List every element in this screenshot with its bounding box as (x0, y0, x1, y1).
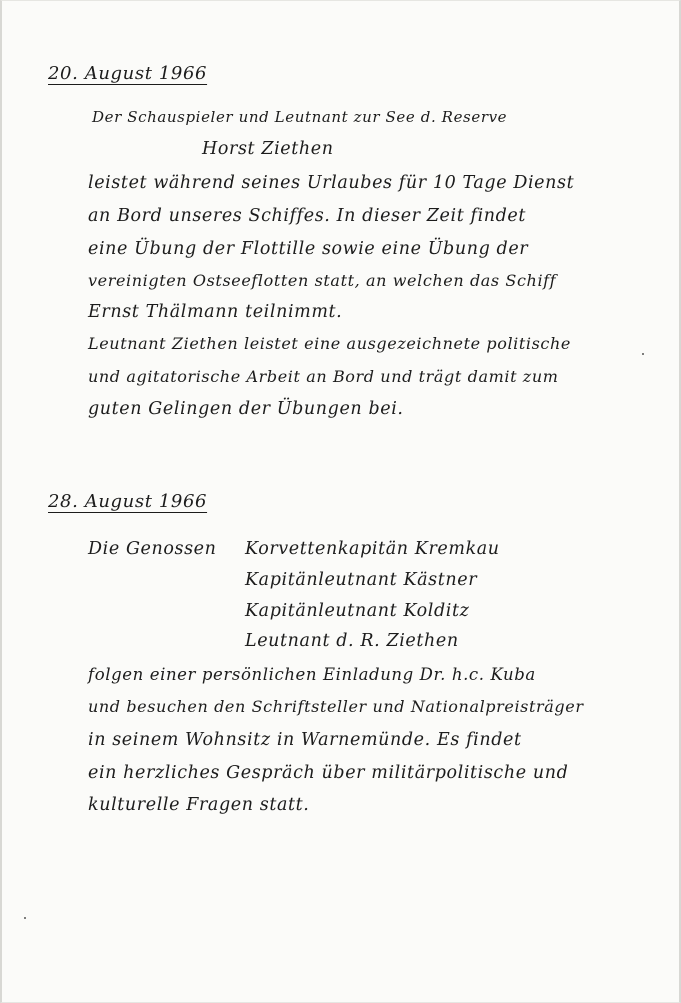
entry-text-line: eine Übung der Flottille sowie eine Übung der (88, 239, 529, 259)
officer-name: Kapitänleutnant Kolditz (245, 601, 470, 621)
scan-speck (642, 353, 644, 355)
entry-text-line: ein herzliches Gespräch über militärpolitische und (88, 763, 569, 783)
entry-date: 28. August 1966 (48, 491, 208, 512)
entry-text-line: guten Gelingen der Übungen bei. (88, 399, 404, 419)
officer-name: Leutnant d. R. Ziethen (245, 631, 459, 651)
officer-name: Kapitänleutnant Kästner (245, 570, 478, 590)
entry-intro: Die Genossen (88, 539, 217, 559)
entry-text-line: leistet während seines Urlaubes für 10 Tage Dienst (88, 173, 575, 193)
entry-date: 20. August 1966 (48, 63, 208, 84)
entry-text-line: in seinem Wohnsitz in Warnemünde. Es findet (88, 730, 522, 750)
entry-text-line: folgen einer persönlichen Einladung Dr. h.c. Kuba (88, 665, 536, 684)
entry-text-line: Ernst Thälmann teilnimmt. (88, 302, 343, 322)
entry-text-line: vereinigten Ostseeflotten statt, an welchen das Schiff (88, 271, 557, 290)
entry-text-line: an Bord unseres Schiffes. In dieser Zeit findet (88, 206, 527, 226)
officer-name: Korvettenkapitän Kremkau (245, 539, 500, 559)
scan-speck (24, 917, 26, 919)
entry-text-line: Leutnant Ziethen leistet eine ausgezeichnete politische (88, 334, 571, 353)
entry-text-line: Horst Ziethen (202, 139, 334, 159)
entry-text-line: und agitatorische Arbeit an Bord und trägt damit zum (88, 367, 559, 386)
entry-text-line: Der Schauspieler und Leutnant zur See d. Reserve (92, 108, 508, 126)
entry-text-line: und besuchen den Schriftsteller und Nationalpreisträger (88, 697, 584, 716)
entry-text-line: kulturelle Fragen statt. (88, 795, 310, 815)
